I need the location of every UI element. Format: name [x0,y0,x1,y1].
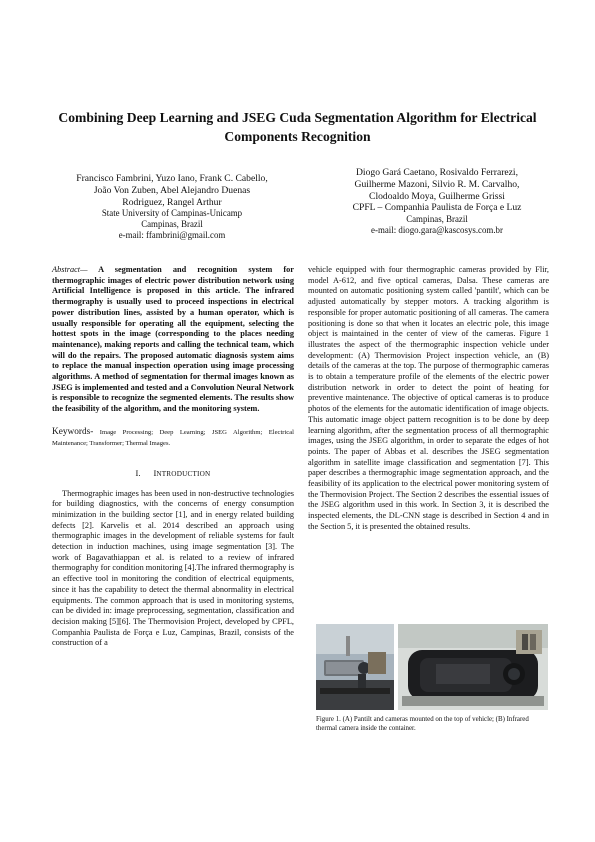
author-line: CPFL – Companhia Paulista de Força e Luz [352,202,522,214]
author-line: Francisco Fambrini, Yuzo Iano, Frank C. Cabello, [76,173,268,184]
figure-1b-thermal-camera-photo [398,624,548,710]
author-line: Diogo Gará Caetano, Rosivaldo Ferrarezi, [356,167,518,178]
author-block-left [46,173,298,241]
paper-title-line-1: Combining Deep Learning and JSEG Cuda Segmentation Algorithm for Electrical [58,110,537,125]
author-line: Clodoaldo Moya, Guilherme Grissi [369,190,505,202]
author-email: e-mail: diogo.gara@kascosys.com.br [371,225,503,236]
keywords-label: Keywords- [52,426,94,437]
section-title-rest: NTRODUCTION [156,469,211,478]
author-block-right [308,167,566,236]
introduction-paragraph-continued: vehicle equipped with four thermographic cameras provided by Flir, model A-612, and five optical cameras, Dalsa. These cameras are mounted on automatic positioning system called 'pantilt', which can be adjusted automatically by stepper motors. A tracking algorithm is responsible for proper automatic positioning of all cameras. The camera positioning is done so that when it locates an electric pole, this image object is maintained in the center of view of the cameras. Figure 1 illustrates the aspect of the thermographic inspection vehicle under development: (A) Thermovision Project inspection vehicle, an (B) details of the cameras at the top. The purpose of thermographic cameras is to obtain a temperature profile of the elements of the electric power distribution network in order to detect the point of heating for preventive maintenance. The objective of optical cameras is to produce photos of the elements for the automatic identification of image objects. This automatic image object pattern recognition is to be done by deep learning algorithm, after the segmentation process of all thermographic images, using the JSEG algorithm, in order to separate the edges of hot points. The paper of Abbas et al. describes the JSEG segmentation algorithm in satellite image classification and segmentation [7]. This paper describes a thermographic image segmentation approach, and the feasibility of its application to the electrical power monitoring system of the Thermovision Project. The Section 2 describes the essential issues of the JSEG algorithm used in this work. In Section 3, it is described the inspected elements, the DL-CNN stage is described in Section 4 and in the Section 5, it is presented the obtained results. [308,265,549,531]
abstract-text: A segmentation and recognition system for thermographic images of electric power distribution network using Artificial Intelligence is proposed in this article. The infrared thermography is usually used to proceed inspections in electrical power distribution lines, assisted by a human operator, which is usually responsible for operating all the equipment, selecting the hottest spots in the image (corresponding to the places needing maintenance), making reports and calling the technical team, which will do the repairs. The proposed automatic diagnosis system aims to replace the manual inspection operation using image processing algorithms. A method of segmentation for thermal images known as JSEG is implemented and tested and a Convolution Neural Network is responsible to recognize the segmented elements. The results show the feasibility of the algorithm, and the monitoring system. [52,265,294,414]
abstract-label: Abstract— [52,265,88,274]
figure-1 [316,624,548,710]
paper-title [40,108,555,146]
keywords-text: Image Processing; Deep Learning; JSEG Algorithm; Electrical Maintenance; Transformer; Thermal Images. [52,428,294,448]
author-line: Guilherme Mazoni, Silvio R. M. Carvalho, [354,178,520,190]
figure-1-images [316,624,548,710]
right-column [308,265,549,533]
affiliation-line: Campinas, Brazil [406,214,468,225]
affiliation-line: State University of Campinas-Unicamp [101,208,243,219]
section-number: I. [135,467,141,478]
section-heading-introduction [52,468,294,480]
left-column [52,265,294,649]
keywords [52,427,294,450]
abstract [52,265,294,415]
introduction-paragraph: Thermographic images has been used in non-destructive technologies for building diagnostics, with the concerns of energy consumption minimization in the building sector [1], and in energy related building defects [2]. Karvelis et al. 2014 described an approach using thermographic images in the development of reliable systems for fault detection in induction machines, using image segmentation [3]. The work of Bagavathiappan et al. is related to a review of infrared thermography for condition monitoring [4].The infrared thermography is an effective tool in monitoring the condition of electrical equipments, since it has the capability to detect the thermal abnormality in electrical equipments. The common approach that is used in monitoring systems, can be divided in: image preprocessing, segmentation, classification and decision making [5][6]. The Thermovision Project, developed by CPFL, Companhia Paulista de Força e Luz, Campinas, Brazil, consists of the construction of a [52,488,294,648]
figure-1a-pantilt-photo [316,624,394,710]
paper-title-line-2: Components Recognition [224,129,371,144]
author-line: João Von Zuben, Abel Alejandro Duenas [93,184,251,196]
affiliation-line: Campinas, Brazil [141,219,203,230]
author-email: e-mail: ffambrini@gmail.com [118,230,226,241]
figure-1-caption: Figure 1. (A) Pantilt and cameras mounted on the top of vehicle; (B) Infrared thermal camera inside the container. [316,716,529,732]
section-title-initial: I [153,467,157,478]
author-line: Rodriguez, Rangel Arthur [122,196,222,208]
